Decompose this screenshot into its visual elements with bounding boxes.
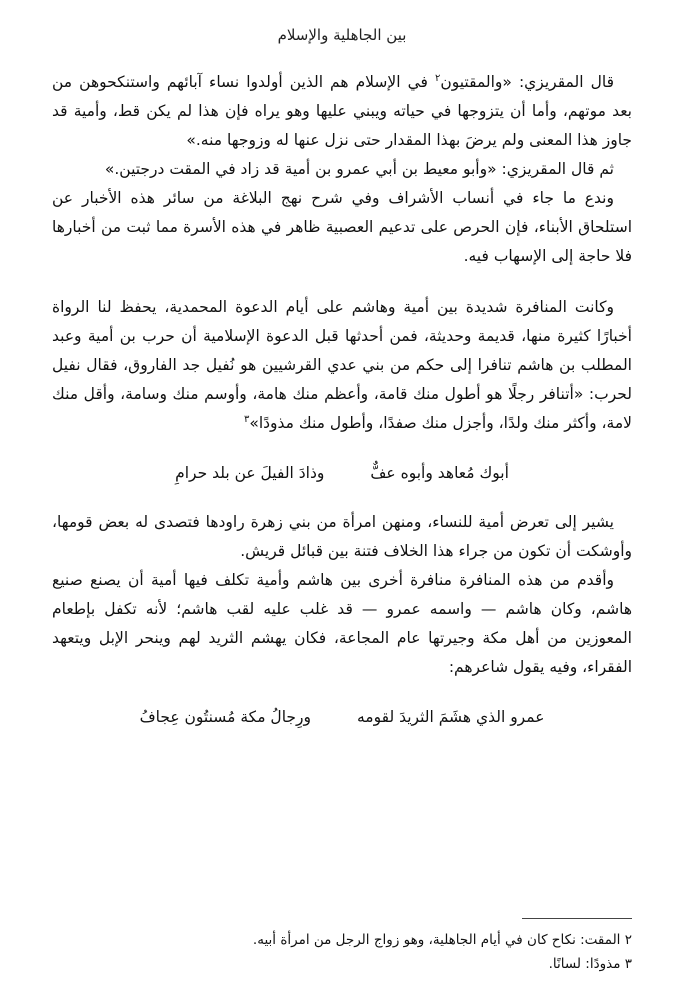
footnote-ref-2[interactable]: ٢ [434,72,441,84]
footnote-number: ٢ [624,932,632,948]
paragraph-hashim: وأقدم من هذه المنافرة منافرة أخرى بين هاشم وأمية تكلف فيها أمية أن يصنع صنيع هاشم، وكان هاشم — واسمه عمرو — قد غلب عليه لقب هاشم؛ لأنه تكفل بإطعام المعوزين من أهل مكة وجيرتها عام المجاعة، فكان يهشم الثريد لهم وينحر الإبل ويتعهد الفقراء، وفيه يقول شاعرهم: [52,571,632,676]
running-header: بين الجاهلية والإسلام [277,26,407,44]
verse-1-second-hemistich: وذادَ الفيلَ عن بلد حرامِ [175,464,325,482]
footnote-text: المقت: نكاح كان في أيام الجاهلية، وهو زواج الرجل من امرأة أبيه. [252,932,625,948]
paragraph-text: في الإسلام هم الذين أولدوا نساء آبائهم واستنكحوهن من بعد موتهم، وأما أن يتزوجها في حياته ويبني عليها وهو يراه فإن هذا لم يكن قط، وأمية قد جاوز هذا المعنى ولم يرضَ بهذا المقدار حتى نزل عنها له وزوجها منه.» [52,73,632,149]
verse-2 [52,702,632,732]
main-text [52,68,632,752]
footnotes [52,928,632,976]
footnote-ref-3[interactable]: ٣ [243,413,250,425]
paragraph-gap [52,271,632,293]
footnote-3 [52,952,632,976]
footnote-2 [52,928,632,952]
verse-1-first-hemistich: أبوك مُعاهد وأبوه عفٌّ [370,464,509,482]
paragraph-text: وكانت المنافرة شديدة بين أمية وهاشم على أيام الدعوة المحمدية، يحفظ لنا الرواة أخبارًا كثيرة منها، قديمة وحديثة، فمن أحدثها قبل الدعوة الإسلامية أن حرب بن أمية وعبد المطلب بن هاشم تنافرا إلى حكم من بني عدي القرشيين هو نُفيل جد الفاروق، فقال نفيل لحرب: «أتنافر رجلًا هو أطول منك قامة، وأعظم منك هامة، وأوسم منك وسامة، وأقل منك لامة، وأكثر منك ولدًا، وأجزل منك صفدًا، وأطول منك مذودًا» [52,298,632,432]
paragraph-text: قال المقريزي: «والمقتيون [440,73,614,91]
paragraph-ansab: وندع ما جاء في أنساب الأشراف وفي شرح نهج البلاغة من سائر هذه الأخبار عن استلحاق الأبناء، فإن الحرص على تدعيم العصبية ظاهر في هذه الأسرة مما ثبت من أخبارها فلا حاجة إلى الإسهاب فيه. [52,189,632,265]
footnote-text: مذودًا: لسانًا. [548,956,625,972]
paragraph-maqrizi-quote [52,68,632,155]
verse-1 [52,458,632,488]
footnote-divider [522,918,632,919]
verse-2-second-hemistich: ورِجالُ مكة مُسنتُون عِجافُ [139,708,311,726]
footnote-number: ٣ [624,956,632,972]
paragraph-umayya-women: يشير إلى تعرض أمية للنساء، ومنهن امرأة من بني زهرة راودها فتصدى له بعض قومها، وأوشكت أن تكون من جراء هذا الخلاف فتنة بين قبائل قريش. [52,513,632,560]
verse-2-first-hemistich: عمرو الذي هشَمَ الثريدَ لقومه [356,708,545,726]
paragraph-munafara [52,293,632,438]
paragraph-abu-muayt: ثم قال المقريزي: «وأبو معيط بن أبي عمرو بن أمية قد زاد في المقت درجتين.» [104,160,614,178]
